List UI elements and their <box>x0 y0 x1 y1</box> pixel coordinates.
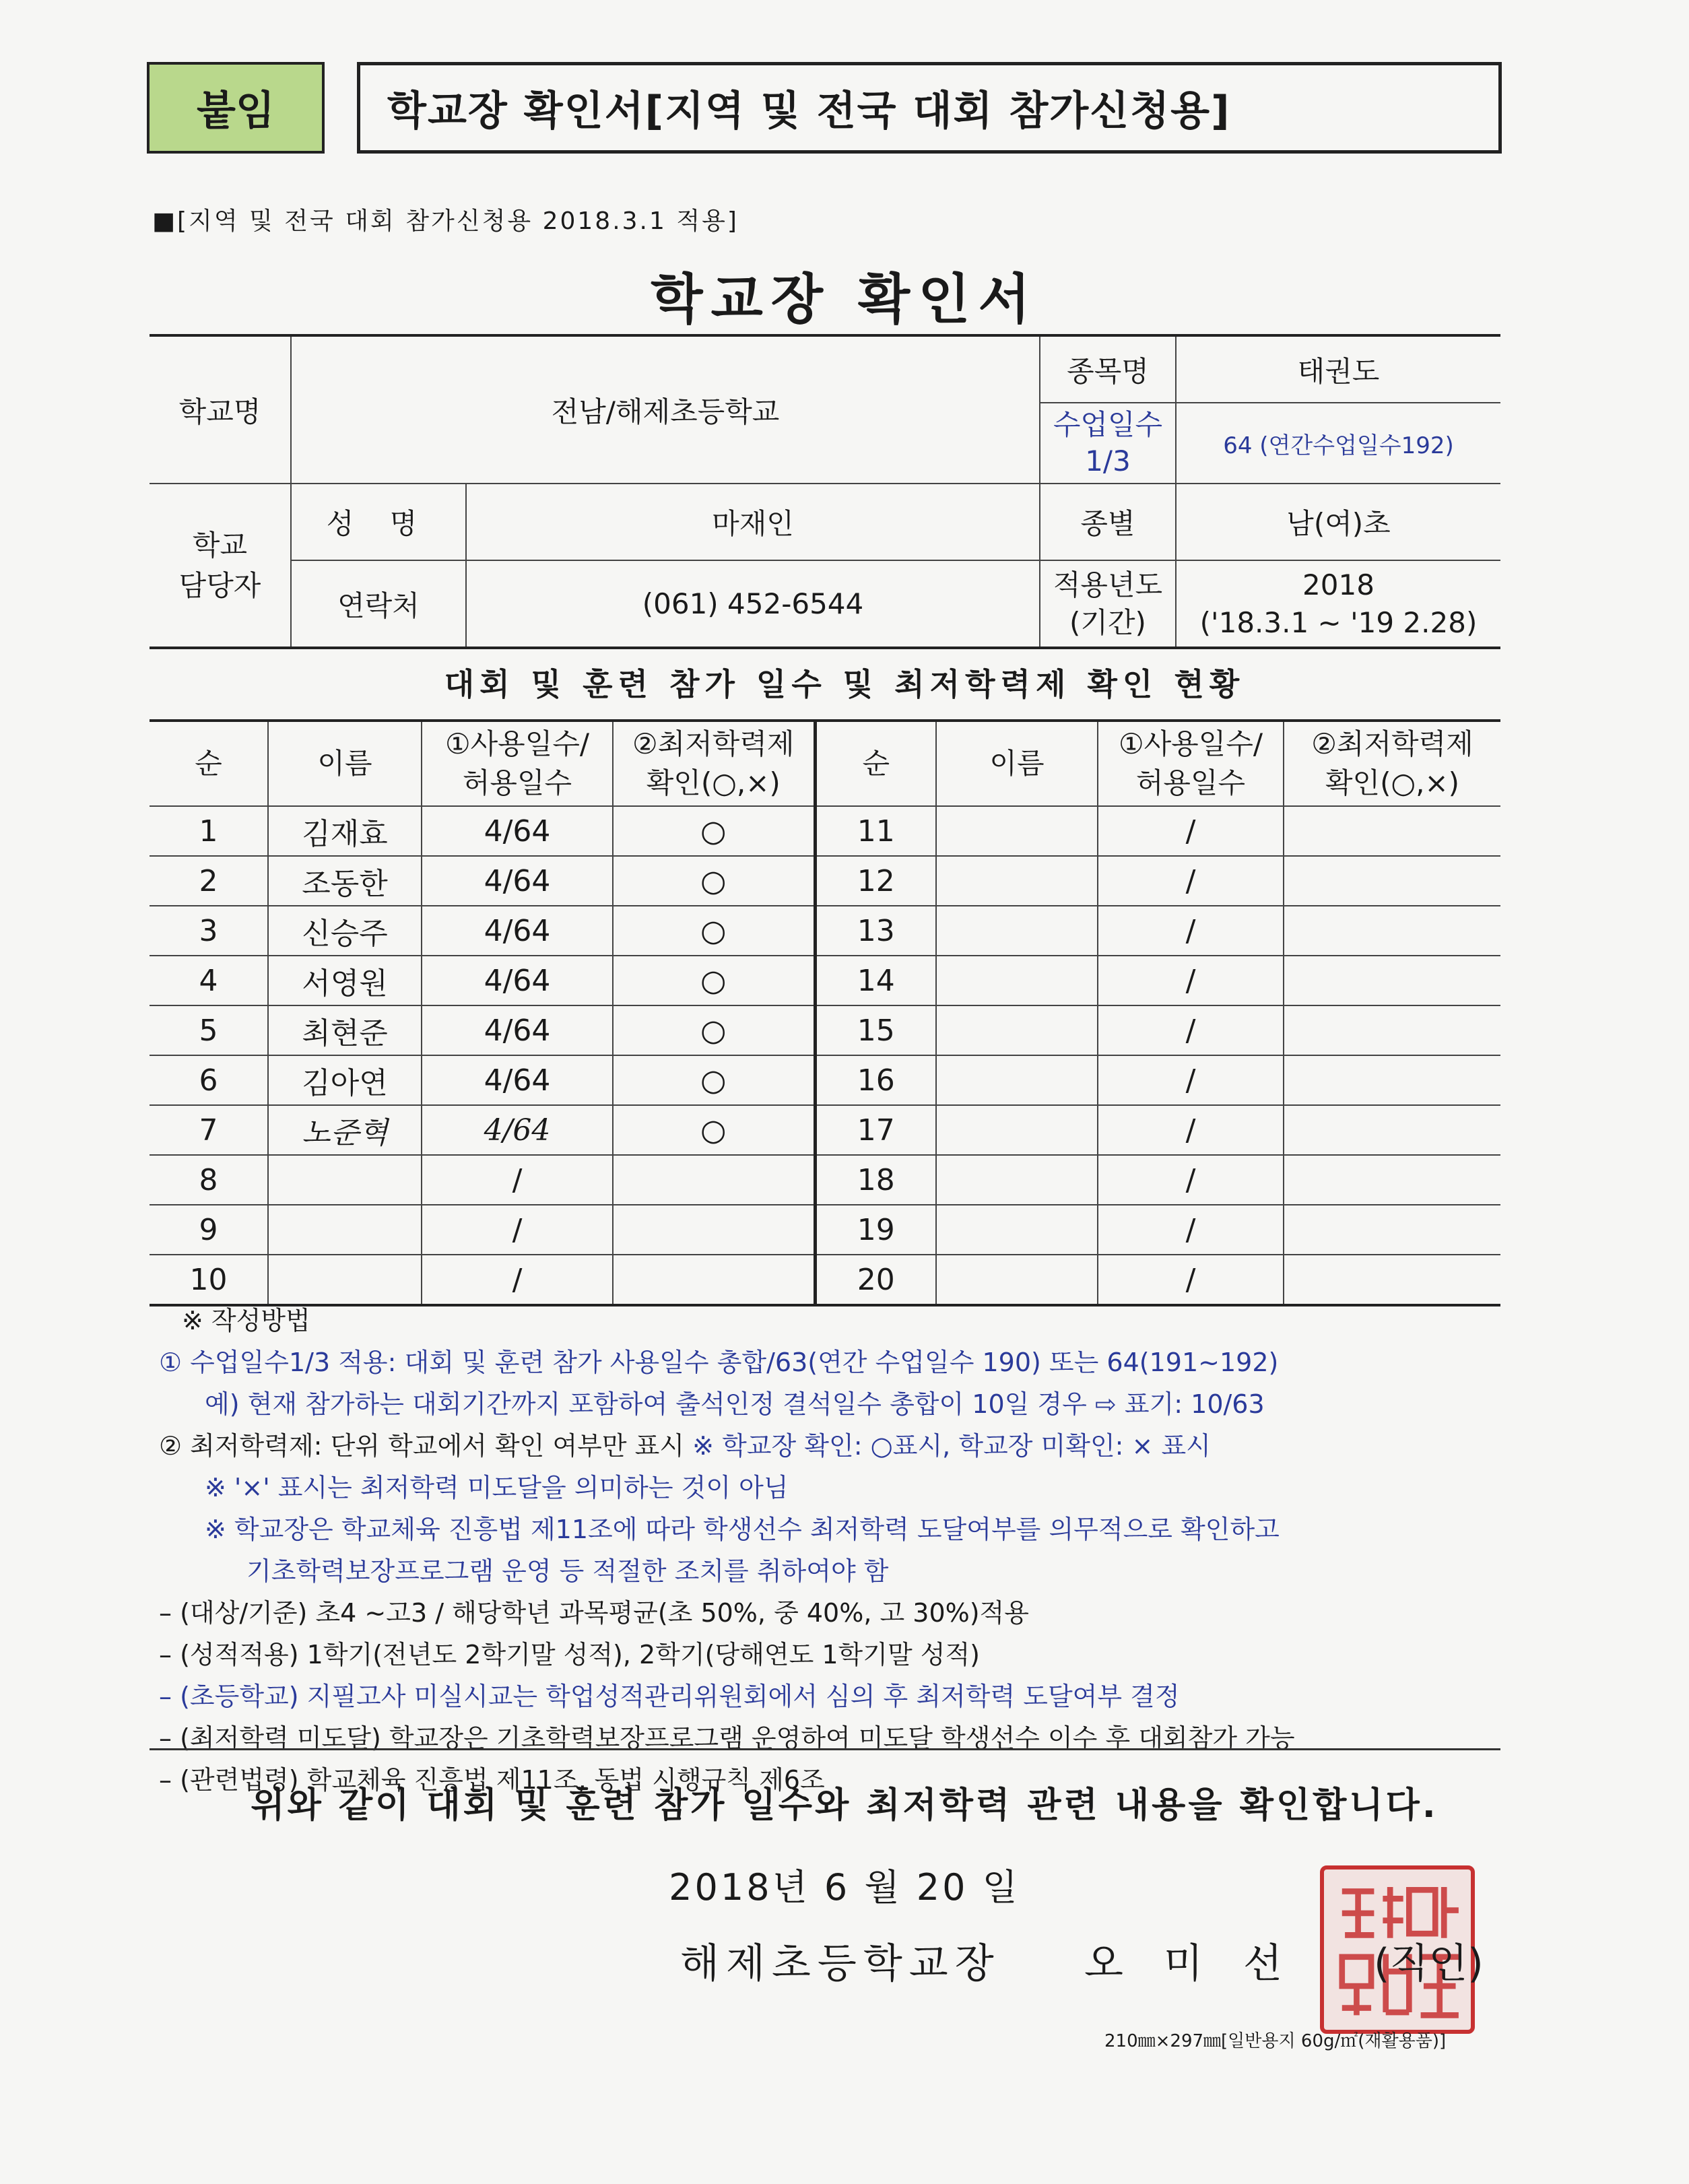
header-name-right: 이름 <box>936 721 1098 806</box>
sport-value: 태권도 <box>1176 335 1500 403</box>
detail-2: – (성적적용) 1학기(전년도 2학기말 성적), 2학기(당해연도 1학기말 성적) <box>159 1640 980 1669</box>
roster-header-row <box>150 721 1500 806</box>
year-label <box>1040 560 1176 648</box>
table-row <box>150 906 1500 956</box>
row-no: 6 <box>150 1055 268 1105</box>
header-academic-line2: 확인(○,×) <box>646 766 781 799</box>
header-days-right-line1: ①사용일수/ <box>1118 727 1263 760</box>
table-row <box>150 956 1500 1005</box>
school-info-table <box>150 334 1500 649</box>
detail-3: – (초등학교) 지필고사 미실시교는 학업성적관리위원회에서 심의 후 최저학력 도달여부 결정 <box>159 1682 1180 1711</box>
row-name-handwritten: 노준혁 <box>268 1105 422 1155</box>
header-days-line1: ①사용일수/ <box>444 727 590 760</box>
table-row <box>150 806 1500 856</box>
header-name: 이름 <box>268 721 422 806</box>
section-title: 대회 및 훈련 참가 일수 및 최저학력제 확인 현황 <box>444 666 1245 702</box>
detail-5: – (관련법령) 학교체육 진흥법 제11조, 동법 시행규칙 제6조 <box>159 1765 825 1795</box>
row-check: ○ <box>613 1005 815 1055</box>
row-check <box>613 1155 815 1205</box>
header-days-right <box>1098 721 1284 806</box>
gender-value: 남(여)초 <box>1176 484 1500 560</box>
manager-name-value: 마재인 <box>466 484 1040 560</box>
row-check <box>1284 1105 1500 1155</box>
note-4: ※ 학교장은 학교체육 진흥법 제11조에 따라 학생선수 최저학력 도달여부를 의무적으로 확인하고 <box>205 1515 1280 1544</box>
school-name-value: 전남/해제초등학교 <box>291 335 1040 484</box>
class-days-label-line2: 1/3 <box>1085 444 1131 477</box>
header-days-line2: 허용일수 <box>462 766 572 799</box>
note-4-cont: 기초학력보장프로그램 운영 등 적절한 조치를 취하여야 함 <box>246 1556 889 1586</box>
row-name <box>936 1055 1098 1105</box>
year-value-line1: 2018 <box>1302 568 1375 601</box>
header-academic-line1: ②최저학력제 <box>632 727 795 760</box>
confirmation-statement: 위와 같이 대회 및 훈련 참가 일수와 최저학력 관련 내용을 확인합니다. <box>251 1785 1438 1826</box>
table-row <box>150 1155 1500 1205</box>
row-no: 7 <box>150 1105 268 1155</box>
table-row <box>150 1055 1500 1105</box>
row-days: / <box>1098 906 1284 956</box>
class-days-label <box>1040 403 1176 484</box>
header-academic <box>613 721 815 806</box>
class-days-value: 64 (연간수업일수192) <box>1176 403 1500 484</box>
note-3: ※ '×' 표시는 최저학력 미도달을 의미하는 것이 아님 <box>205 1473 789 1502</box>
year-label-line2: (기간) <box>1069 605 1146 639</box>
header-days-right-line2: 허용일수 <box>1135 766 1246 799</box>
row-name: 김재효 <box>268 806 422 856</box>
sport-label: 종목명 <box>1040 335 1176 403</box>
table-row <box>150 856 1500 906</box>
row-no: 12 <box>815 856 936 906</box>
row-no: 15 <box>815 1005 936 1055</box>
note-2-text: ② 최저학력제: 단위 학교에서 확인 여부만 표시 <box>159 1431 685 1461</box>
row-check: ○ <box>613 1055 815 1105</box>
row-days: 4/64 <box>422 906 613 956</box>
row-check <box>613 1255 815 1305</box>
page-title: 학교장 확인서 <box>651 268 1038 331</box>
row-no: 18 <box>815 1155 936 1205</box>
row-no: 13 <box>815 906 936 956</box>
table-row <box>150 1005 1500 1055</box>
table-row <box>150 1255 1500 1305</box>
row-check <box>1284 1055 1500 1105</box>
row-no: 16 <box>815 1055 936 1105</box>
row-no: 5 <box>150 1005 268 1055</box>
note-1-example: 예) 현재 참가하는 대회기간까지 포함하여 출석인정 결석일수 총합이 10일 경우 ⇨ 표기: 10/63 <box>205 1389 1265 1419</box>
row-name: 신승주 <box>268 906 422 956</box>
table-row <box>150 1105 1500 1155</box>
row-no: 3 <box>150 906 268 956</box>
document-header-title: 학교장 확인서[지역 및 전국 대회 참가신청용] <box>387 88 1231 135</box>
header-academic-right-line1: ②최저학력제 <box>1311 727 1473 760</box>
notes-divider <box>150 1748 1500 1750</box>
header-days <box>422 721 613 806</box>
school-name-label: 학교명 <box>150 335 291 484</box>
row-name: 김아연 <box>268 1055 422 1105</box>
row-no: 2 <box>150 856 268 906</box>
row-days: / <box>1098 806 1284 856</box>
row-days: / <box>1098 1155 1284 1205</box>
row-check <box>1284 806 1500 856</box>
row-name: 최현준 <box>268 1005 422 1055</box>
row-days: 4/64 <box>422 1005 613 1055</box>
row-no: 8 <box>150 1155 268 1205</box>
row-days: / <box>1098 1005 1284 1055</box>
signer-title: 해제초등학교장 <box>680 1940 1001 1987</box>
row-check: ○ <box>613 956 815 1005</box>
row-no: 4 <box>150 956 268 1005</box>
row-no: 19 <box>815 1205 936 1255</box>
row-days-handwritten: 4/64 <box>422 1105 613 1155</box>
row-days: / <box>1098 956 1284 1005</box>
row-check <box>1284 1155 1500 1205</box>
row-name <box>936 956 1098 1005</box>
row-no: 10 <box>150 1255 268 1305</box>
year-label-line1: 적용년도 <box>1053 568 1163 601</box>
gender-label: 종별 <box>1040 484 1176 560</box>
paper-spec: 210㎜×297㎜[일반용지 60g/㎡(재활용품)] <box>1104 2031 1447 2051</box>
row-check <box>1284 856 1500 906</box>
row-name <box>936 1105 1098 1155</box>
row-name: 서영원 <box>268 956 422 1005</box>
row-days: / <box>422 1255 613 1305</box>
row-name <box>268 1255 422 1305</box>
header-no: 순 <box>150 721 268 806</box>
note-1: ① 수업일수1/3 적용: 대회 및 훈련 참가 사용일수 총합/63(연간 수업일수 190) 또는 64(191~192) <box>159 1348 1279 1377</box>
manager-label-line2: 담당자 <box>178 568 261 602</box>
contact-value: (061) 452-6544 <box>466 560 1040 648</box>
writing-instructions <box>159 1300 1506 1801</box>
row-no: 11 <box>815 806 936 856</box>
note-2-marks: ※ 학교장 확인: ○표시, 학교장 미확인: × 표시 <box>684 1431 1211 1461</box>
row-check: ○ <box>613 856 815 906</box>
class-days-label-line1: 수업일수 <box>1053 408 1163 441</box>
row-days: / <box>1098 856 1284 906</box>
header-academic-right <box>1284 721 1500 806</box>
row-no: 17 <box>815 1105 936 1155</box>
row-name <box>936 1255 1098 1305</box>
issue-date: 2018년 6 월 20 일 <box>669 1866 1020 1909</box>
row-name <box>936 906 1098 956</box>
row-name <box>936 806 1098 856</box>
row-days: 4/64 <box>422 956 613 1005</box>
row-check: ○ <box>613 1105 815 1155</box>
signer-name: 오미선 <box>1084 1940 1323 1987</box>
row-no: 1 <box>150 806 268 856</box>
applicability-note: ■[지역 및 전국 대회 참가신청용 2018.3.1 적용] <box>152 207 739 235</box>
row-days: 4/64 <box>422 806 613 856</box>
attachment-tag-label: 붙임 <box>197 88 275 135</box>
detail-1: – (대상/기준) 초4 ~고3 / 해당학년 과목평균(초 50%, 중 40%, 고 30%)적용 <box>159 1598 1029 1628</box>
row-days: / <box>1098 1105 1284 1155</box>
table-row <box>150 1205 1500 1255</box>
manager-label-line1: 학교 <box>192 528 248 562</box>
row-name <box>936 1205 1098 1255</box>
header-no-right: 순 <box>815 721 936 806</box>
row-name <box>936 1005 1098 1055</box>
notes-heading: ※ 작성방법 <box>182 1306 310 1335</box>
row-days: 4/64 <box>422 1055 613 1105</box>
row-check: ○ <box>613 806 815 856</box>
row-name <box>936 1155 1098 1205</box>
row-check: ○ <box>613 906 815 956</box>
row-check <box>613 1205 815 1255</box>
row-days: 4/64 <box>422 856 613 906</box>
row-check <box>1284 1005 1500 1055</box>
attachment-tag <box>147 62 325 154</box>
detail-4: – (최저학력 미도달) 학교장은 기초학력보장프로그램 운영하여 미도달 학생선수 이수 후 대회참가 가능 <box>159 1723 1295 1753</box>
row-days: / <box>422 1205 613 1255</box>
row-no: 20 <box>815 1255 936 1305</box>
row-name <box>936 856 1098 906</box>
document-header <box>357 62 1502 154</box>
header-academic-right-line2: 확인(○,×) <box>1325 766 1460 799</box>
row-days: / <box>1098 1055 1284 1105</box>
manager-label <box>150 484 291 648</box>
row-days: / <box>1098 1255 1284 1305</box>
note-2 <box>159 1425 1506 1467</box>
manager-name-label: 성 명 <box>291 484 466 560</box>
row-check <box>1284 1205 1500 1255</box>
row-days: / <box>422 1155 613 1205</box>
row-no: 14 <box>815 956 936 1005</box>
row-check <box>1284 956 1500 1005</box>
row-check <box>1284 1255 1500 1305</box>
row-name <box>268 1155 422 1205</box>
row-name: 조동한 <box>268 856 422 906</box>
roster-table <box>150 719 1500 1306</box>
seal-label: (직인) <box>1374 1940 1484 1987</box>
year-value-line2: ('18.3.1 ~ '19 2.28) <box>1199 605 1478 639</box>
row-check <box>1284 906 1500 956</box>
year-value <box>1176 560 1500 648</box>
row-days: / <box>1098 1205 1284 1255</box>
row-name <box>268 1205 422 1255</box>
contact-label: 연락처 <box>291 560 466 648</box>
row-no: 9 <box>150 1205 268 1255</box>
